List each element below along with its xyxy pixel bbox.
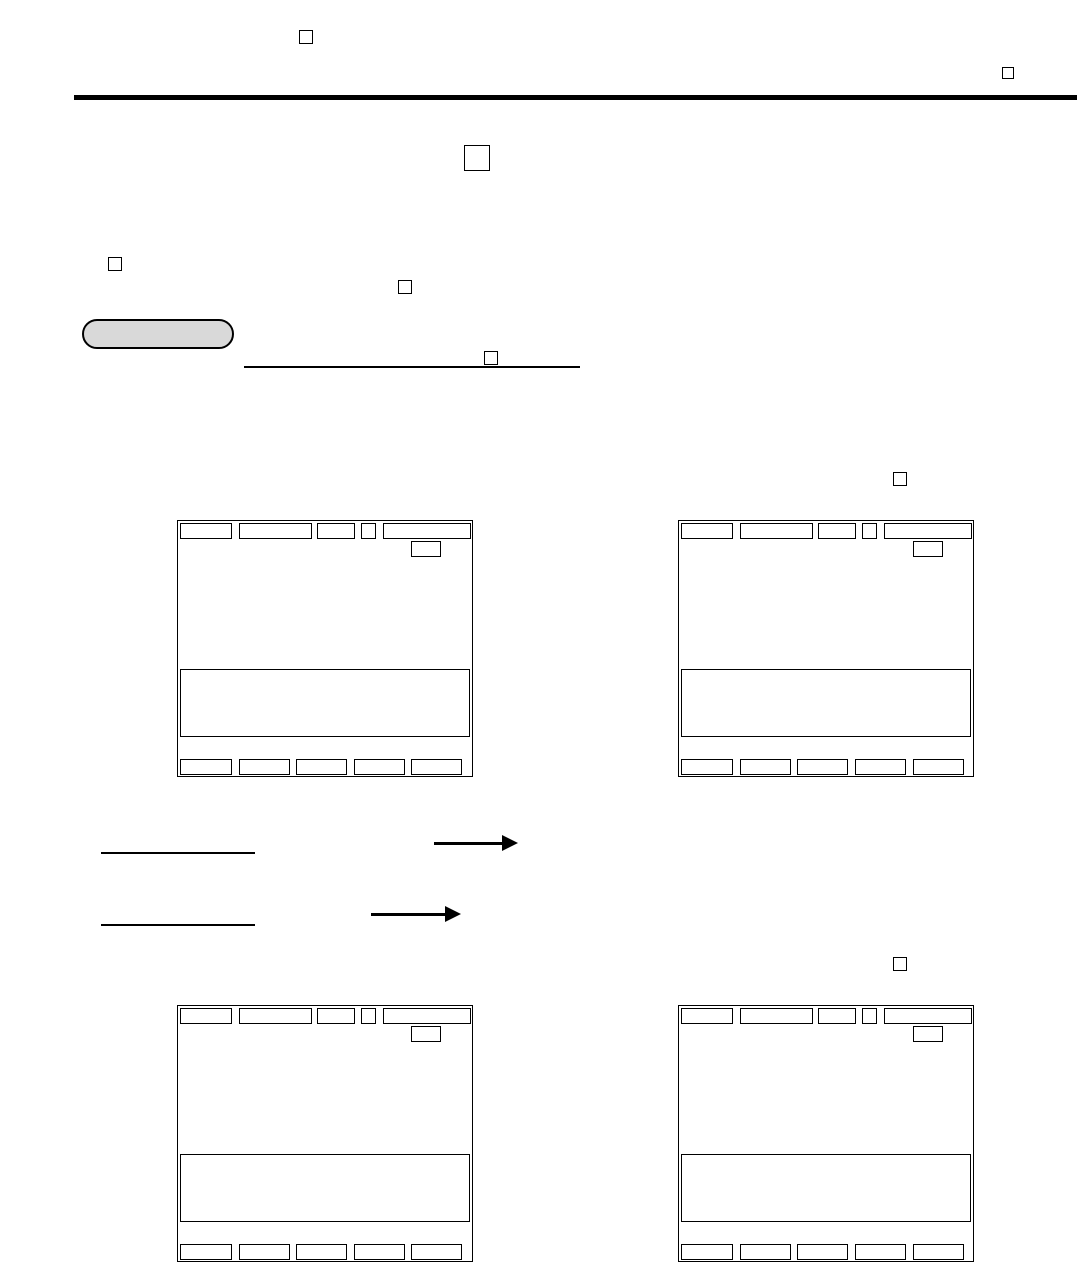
reference-underline bbox=[244, 366, 580, 368]
header-field-2 bbox=[740, 1008, 813, 1024]
soft-key-2[interactable] bbox=[740, 1244, 791, 1260]
header-field-2 bbox=[239, 523, 312, 539]
figure-glyph-icon-top bbox=[893, 472, 907, 486]
header-field-5 bbox=[884, 523, 972, 539]
soft-key-4[interactable] bbox=[855, 1244, 906, 1260]
header-glyph-icon bbox=[299, 30, 313, 44]
soft-key-3[interactable] bbox=[797, 759, 848, 775]
soft-key-1[interactable] bbox=[681, 759, 733, 775]
header-field-4 bbox=[361, 523, 376, 539]
header-field-2 bbox=[740, 523, 813, 539]
indicator-field bbox=[913, 1026, 943, 1042]
soft-key-2[interactable] bbox=[740, 759, 791, 775]
page-number-glyph-icon bbox=[1002, 67, 1014, 79]
inline-glyph-icon bbox=[398, 280, 412, 294]
header-field-4 bbox=[361, 1008, 376, 1024]
header-field-4 bbox=[862, 523, 877, 539]
soft-key-5[interactable] bbox=[913, 1244, 964, 1260]
soft-key-4[interactable] bbox=[354, 1244, 405, 1260]
soft-key-3[interactable] bbox=[296, 1244, 347, 1260]
right-arrow-icon bbox=[434, 842, 504, 845]
soft-key-1[interactable] bbox=[681, 1244, 733, 1260]
reference-glyph-icon bbox=[484, 351, 498, 365]
screen-mockup-2 bbox=[678, 520, 974, 777]
indicator-field bbox=[411, 1026, 441, 1042]
soft-key-4[interactable] bbox=[855, 759, 906, 775]
figure-glyph-icon-bottom bbox=[893, 957, 907, 971]
header-rule bbox=[74, 95, 1077, 100]
screen-mockup-3 bbox=[177, 1005, 473, 1262]
message-area bbox=[180, 669, 470, 737]
header-field-1 bbox=[681, 1008, 733, 1024]
soft-key-5[interactable] bbox=[411, 759, 462, 775]
header-field-1 bbox=[180, 523, 232, 539]
step-1-underline bbox=[101, 852, 255, 854]
header-field-5 bbox=[884, 1008, 972, 1024]
soft-key-1[interactable] bbox=[180, 759, 232, 775]
header-field-3 bbox=[818, 523, 856, 539]
notice-label bbox=[82, 319, 234, 349]
soft-key-5[interactable] bbox=[913, 759, 964, 775]
message-area bbox=[681, 1154, 971, 1222]
header-field-4 bbox=[862, 1008, 877, 1024]
soft-key-3[interactable] bbox=[797, 1244, 848, 1260]
header-field-1 bbox=[681, 523, 733, 539]
screen-mockup-1 bbox=[177, 520, 473, 777]
indicator-field bbox=[913, 541, 943, 557]
soft-key-2[interactable] bbox=[239, 759, 290, 775]
header-field-3 bbox=[818, 1008, 856, 1024]
step-2-underline bbox=[101, 924, 255, 926]
header-field-2 bbox=[239, 1008, 312, 1024]
section-heading-glyph-icon bbox=[464, 145, 490, 171]
soft-key-4[interactable] bbox=[354, 759, 405, 775]
bullet-glyph-icon bbox=[108, 257, 122, 271]
header-field-3 bbox=[317, 1008, 355, 1024]
indicator-field bbox=[411, 541, 441, 557]
right-arrow-icon bbox=[371, 913, 447, 916]
soft-key-2[interactable] bbox=[239, 1244, 290, 1260]
soft-key-3[interactable] bbox=[296, 759, 347, 775]
message-area bbox=[681, 669, 971, 737]
soft-key-5[interactable] bbox=[411, 1244, 462, 1260]
message-area bbox=[180, 1154, 470, 1222]
header-field-5 bbox=[383, 1008, 471, 1024]
soft-key-1[interactable] bbox=[180, 1244, 232, 1260]
screen-mockup-4 bbox=[678, 1005, 974, 1262]
header-field-5 bbox=[383, 523, 471, 539]
header-field-1 bbox=[180, 1008, 232, 1024]
header-field-3 bbox=[317, 523, 355, 539]
